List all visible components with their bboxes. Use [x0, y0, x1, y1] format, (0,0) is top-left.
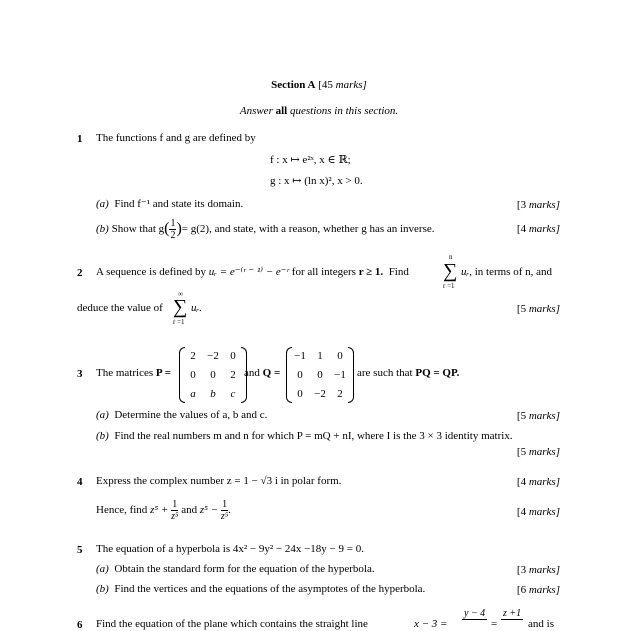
q3-text-pre-line: [96, 368, 171, 379]
q3-b-text: Find the real numbers m and n for which P = mQ + nI, where I is the 3 × 3 identity matrix.: [114, 430, 513, 442]
matrix-p-entry: c: [230, 388, 236, 400]
q2-line1: [96, 267, 409, 278]
q1-intro: The functions f and g are defined by: [96, 132, 256, 144]
q6-line-pre-text: x − 3 =: [414, 618, 448, 630]
q4-frac1-den: z⁵: [171, 510, 179, 522]
q2-sum2-term: [191, 303, 202, 314]
q1-a-text: Find f⁻¹ and state its domain.: [114, 198, 244, 210]
q3-and-q: [244, 368, 280, 379]
q6-frac1-num-text: y − 4: [464, 608, 486, 619]
section-marks: [45: [318, 79, 333, 91]
q5-part-b: [96, 584, 425, 595]
matrix-q-entry: −1: [294, 350, 306, 362]
q1-b-fraction: [169, 218, 176, 241]
q6-text-post: and is: [528, 618, 554, 630]
q2-find: Find: [388, 266, 409, 278]
q2-marks: [517, 303, 560, 315]
q3-a-marks: [517, 410, 560, 422]
q6-frac2-num-text: z +1: [503, 608, 522, 619]
q1-b-label: (b): [96, 222, 109, 235]
matrix-p-entry: 2: [190, 350, 196, 362]
marks-unit: marks]: [528, 199, 560, 211]
matrix-p-entry: 0: [190, 369, 196, 381]
q3-p-label: P =: [155, 367, 172, 379]
q2-number: 2: [77, 267, 83, 279]
q4-frac1-num: 1: [172, 498, 178, 510]
q5-part-a: [96, 564, 375, 575]
q1-a-marks-value: [3: [516, 199, 527, 211]
q2-text-mid: for all integers: [291, 266, 356, 278]
q3-text-pre: The matrices: [96, 367, 154, 379]
q6-number: 6: [77, 619, 83, 631]
q2-sum2-upper: ∞: [178, 290, 183, 298]
q5-number: 5: [77, 544, 83, 556]
q4-marks2-value: [4: [516, 506, 527, 518]
marks-unit: marks]: [528, 476, 560, 488]
q4-and: and: [181, 503, 198, 516]
matrix-p-entry: 0: [230, 350, 236, 362]
q2-sum-upper: n: [449, 253, 453, 261]
section-label: Section A: [271, 79, 316, 91]
matrix-p-entry: b: [210, 388, 216, 400]
instruction-post: questions in this section.: [289, 105, 399, 117]
q5-text: The equation of a hyperbola is 4x² − 9y² − 24x −18y − 9 = 0.: [96, 543, 364, 555]
q6-text: Find the equation of the plane which contains the straight line: [96, 618, 368, 630]
q4-hence-line: [96, 497, 231, 523]
q4-number: 4: [77, 476, 83, 488]
q2-sigma2-icon: ∑: [173, 296, 188, 318]
q3-a-label: (a): [96, 409, 109, 421]
q1-g-definition: g : x ↦ (ln x)², x > 0.: [270, 175, 363, 187]
q2-sum-lower: r =1: [443, 282, 455, 290]
section-instruction: [0, 106, 638, 117]
q5-b-label: (b): [96, 583, 109, 595]
q4-expr2: z⁵ −: [199, 503, 219, 516]
q3-matrix-q: [286, 350, 354, 400]
q2-sum-term: uᵣ: [461, 266, 470, 278]
q1-f-definition: f : x ↦ e²ˣ, x ∈ ℝ;: [270, 154, 351, 166]
q5-a-marks-value: [3: [516, 564, 527, 576]
q4-marks1: [517, 476, 560, 488]
q2-marks-value: [5: [516, 303, 527, 315]
matrix-q-entry: 2: [337, 388, 343, 400]
q1-b-text-post: = g(2), and state, with a reason, whether g has an inverse.: [181, 222, 435, 235]
q3-relation: PQ = QP.: [415, 367, 460, 379]
q4-fraction2: [221, 499, 228, 522]
q4-frac2-den: z⁵: [220, 510, 229, 522]
q3-number: 3: [77, 368, 83, 380]
q2-condition: r ≥ 1.: [358, 266, 384, 278]
marks-unit: marks]: [528, 446, 560, 458]
q4-frac2-num: 1: [222, 498, 228, 510]
q2-text-post: , in terms of n, and: [469, 266, 553, 278]
q1-b-text-pre: Show that g: [111, 222, 165, 235]
q4-marks2: [517, 506, 560, 518]
matrix-p-entry: 0: [210, 369, 216, 381]
q5-a-label: (a): [96, 563, 109, 575]
q6-eq: =: [491, 618, 498, 630]
q1-b-frac-num: 1: [170, 217, 176, 229]
q3-b-label: (b): [96, 430, 109, 442]
q5-b-text: Find the vertices and the equations of the asymptotes of the hyperbola.: [114, 583, 426, 595]
q4-marks1-value: [4: [516, 476, 527, 488]
q2-line2: deduce the value of: [77, 302, 163, 314]
matrix-q-entry: 1: [317, 350, 323, 362]
q1-b-frac-den: 2: [170, 229, 176, 241]
q4-hence: Hence, find: [96, 503, 148, 516]
q1-part-b: (b) Show that g ( $\frac{1}{2}$ ) = g(2), and state, with a reason, whether g has an inverse.: [96, 217, 435, 241]
q4-text: Express the complex number z = 1 − √3 i in polar form.: [96, 475, 342, 487]
q5-b-marks-value: [6: [516, 584, 527, 596]
marks-unit: marks]: [528, 303, 560, 315]
q6-frac2-num: [501, 609, 523, 620]
q3-a-text: Determine the values of a, b and c.: [114, 409, 268, 421]
matrix-q-entry: −1: [334, 369, 346, 381]
instruction-pre: Answer: [239, 105, 273, 117]
marks-unit: marks]: [528, 564, 560, 576]
q2-sum2-lower: r =1: [173, 318, 185, 326]
q1-part-a: [96, 199, 243, 210]
matrix-q-entry: 0: [297, 369, 303, 381]
q3-b-marks-value: [5: [516, 446, 527, 458]
q1-number: 1: [77, 133, 83, 145]
q4-end: .: [228, 503, 232, 516]
q1-b-marks: [517, 223, 560, 235]
q2-sum2-term-text: uᵣ.: [191, 302, 202, 314]
q3-matrix-p: [179, 350, 247, 400]
matrix-p-entry: a: [190, 388, 196, 400]
q3-text-post-line: [357, 368, 459, 379]
matrix-p-entry: 2: [230, 369, 236, 381]
matrix-q-entry: −2: [314, 388, 326, 400]
q3-and: and: [244, 367, 260, 379]
marks-unit: marks]: [528, 506, 560, 518]
matrix-q-entry: 0: [337, 350, 343, 362]
marks-unit: marks]: [528, 584, 560, 596]
section-marks-unit: marks]: [335, 79, 367, 91]
q2-sigma-icon: ∑: [443, 260, 458, 282]
q2-sum-term-line: [461, 267, 552, 278]
matrix-q-entry: 0: [317, 369, 323, 381]
q5-b-marks: [517, 584, 560, 596]
q2-formula: uᵣ = e⁻⁽ʳ ⁻ ¹⁾ − e⁻ʳ: [208, 266, 290, 278]
q3-a-marks-value: [5: [516, 410, 527, 422]
instruction-bold: all: [275, 105, 288, 117]
q4-fraction1: [171, 499, 178, 522]
q5-a-marks: [517, 564, 560, 576]
q5-a-text: Obtain the standard form for the equation of the hyperbola.: [114, 563, 375, 575]
q3-part-a: [96, 410, 267, 421]
marks-unit: marks]: [528, 223, 560, 235]
q1-b-marks-value: [4: [516, 223, 527, 235]
q3-part-b: [96, 431, 513, 442]
q2-text-pre: A sequence is defined by: [96, 266, 206, 278]
q3-q-label: Q =: [262, 367, 281, 379]
section-heading: [0, 80, 638, 91]
q1-a-marks: [517, 199, 560, 211]
matrix-p-entry: −2: [207, 350, 219, 362]
q4-expr1: z⁵ +: [150, 503, 169, 516]
q3-b-marks: [517, 446, 560, 458]
matrix-q-entry: 0: [297, 388, 303, 400]
q3-text-post: are such that: [357, 367, 413, 379]
marks-unit: marks]: [528, 410, 560, 422]
q6-frac1-num: [462, 609, 487, 620]
q1-a-label: (a): [96, 198, 109, 210]
q6-line-pre: [414, 619, 447, 630]
